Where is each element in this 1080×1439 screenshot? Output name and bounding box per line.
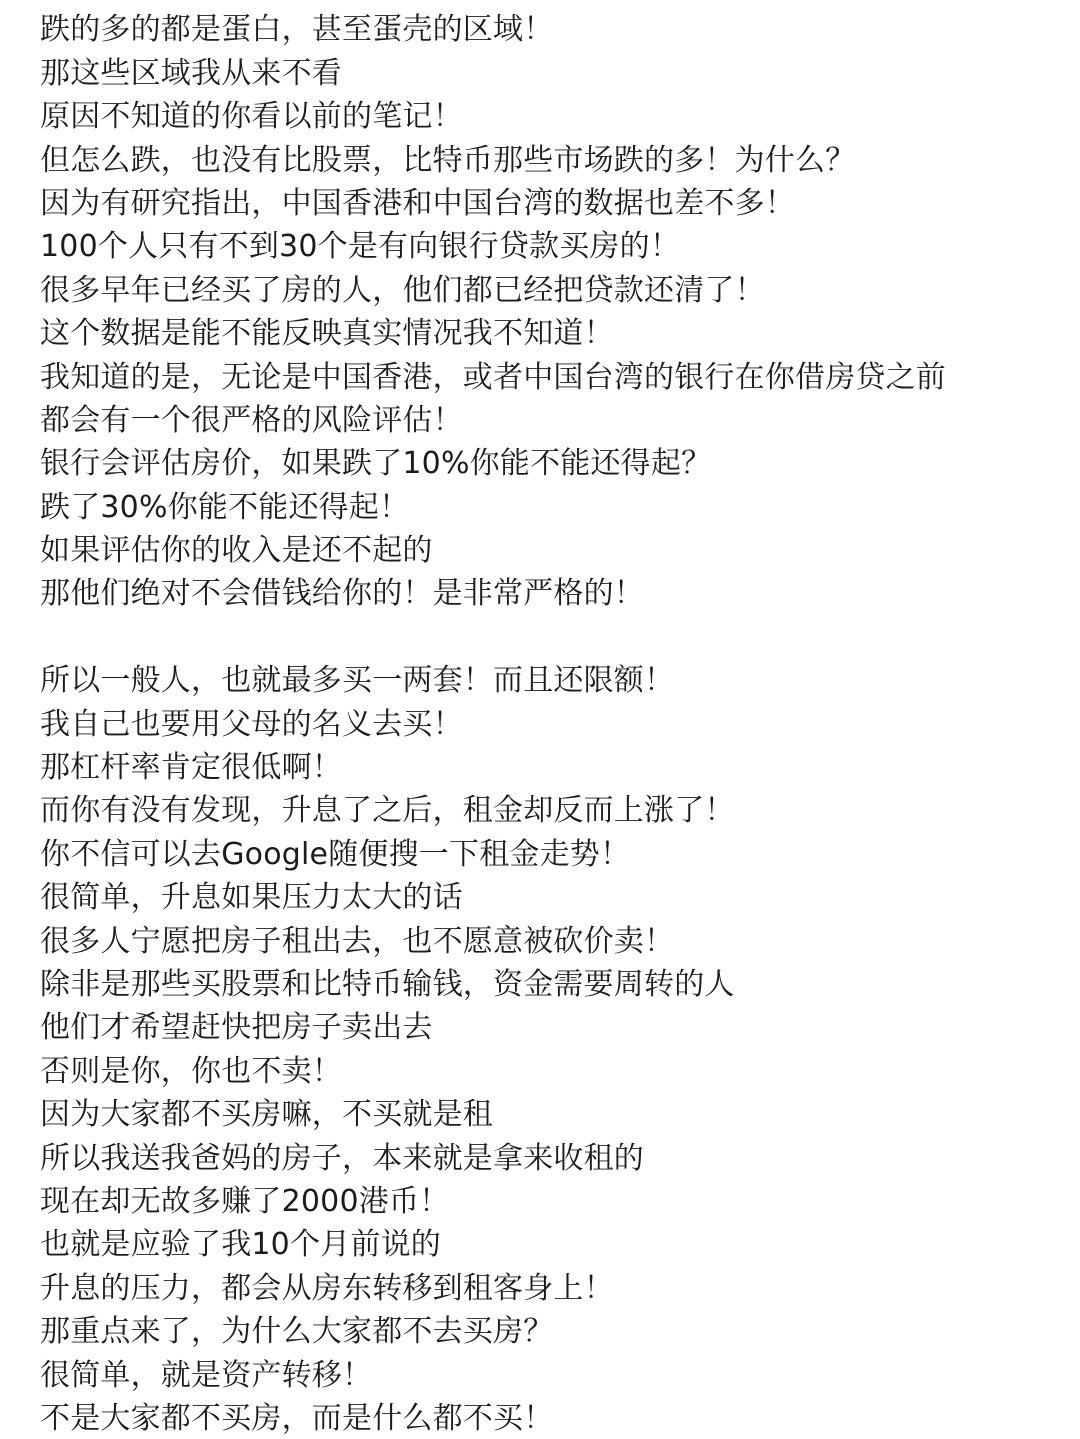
note-line: 不是大家都不买房，而是什么都不买！ — [40, 1400, 554, 1436]
note-line: 那重点来了，为什么大家都不去买房？ — [40, 1314, 554, 1350]
note-line: 那他们绝对不会借钱给你的！是非常严格的！ — [40, 576, 644, 612]
note-line: 原因不知道的你看以前的笔记！ — [40, 99, 463, 135]
note-line: 否则是你，你也不卖！ — [40, 1053, 342, 1089]
note-line: 现在却无故多赚了2000港币！ — [40, 1183, 450, 1219]
note-line: 如果评估你的收入是还不起的 — [40, 533, 433, 569]
note-line: 因为大家都不买房嘛，不买就是租 — [40, 1097, 493, 1133]
note-line: 很简单，升息如果压力太大的话 — [40, 880, 463, 916]
note-line: 银行会评估房价，如果跌了10%你能不能还得起？ — [40, 446, 712, 482]
note-body[interactable] — [40, 0, 1070, 1439]
note-line: 所以一般人，也就最多买一两套！而且还限额！ — [40, 663, 675, 699]
note-line: 我知道的是，无论是中国香港，或者中国台湾的银行在你借房贷之前 — [40, 359, 946, 395]
note-line: 100个人只有不到30个是有向银行贷款买房的！ — [40, 229, 681, 265]
note-line: 升息的压力，都会从房东转移到租客身上！ — [40, 1270, 614, 1306]
note-line: 都会有一个很严格的风险评估！ — [40, 402, 463, 438]
note-line: 跌的多的都是蛋白，甚至蛋壳的区域！ — [40, 12, 554, 48]
note-line: 所以我送我爸妈的房子，本来就是拿来收租的 — [40, 1140, 644, 1176]
note-line: 你不信可以去Google随便搜一下租金走势！ — [40, 836, 631, 872]
note-line: 很多早年已经买了房的人，他们都已经把贷款还清了！ — [40, 272, 765, 308]
note-line: 但怎么跌，也没有比股票，比特币那些市场跌的多！为什么？ — [40, 142, 856, 178]
note-line: 我自己也要用父母的名义去买！ — [40, 706, 463, 742]
note-line: 跌了30%你能不能还得起！ — [40, 489, 410, 525]
note-blank-line — [40, 616, 1070, 659]
note-line: 那杠杆率肯定很低啊！ — [40, 750, 342, 786]
note-line: 除非是那些买股票和比特币输钱，资金需要周转的人 — [40, 966, 735, 1002]
note-line: 很简单，就是资产转移！ — [40, 1357, 373, 1393]
note-line-cut-off — [40, 0, 1070, 8]
note-line: 也就是应验了我10个月前说的 — [40, 1227, 441, 1263]
note-line: 他们才希望赶快把房子卖出去 — [40, 1010, 433, 1046]
note-line: 那这些区域我从来不看 — [40, 55, 342, 91]
note-line: 很多人宁愿把房子租出去，也不愿意被砍价卖！ — [40, 923, 675, 959]
note-line: 因为有研究指出，中国香港和中国台湾的数据也差不多！ — [40, 185, 795, 221]
note-line: 这个数据是能不能反映真实情况我不知道！ — [40, 316, 614, 352]
note-line: 而你有没有发现，升息了之后，租金却反而上涨了！ — [40, 793, 735, 829]
